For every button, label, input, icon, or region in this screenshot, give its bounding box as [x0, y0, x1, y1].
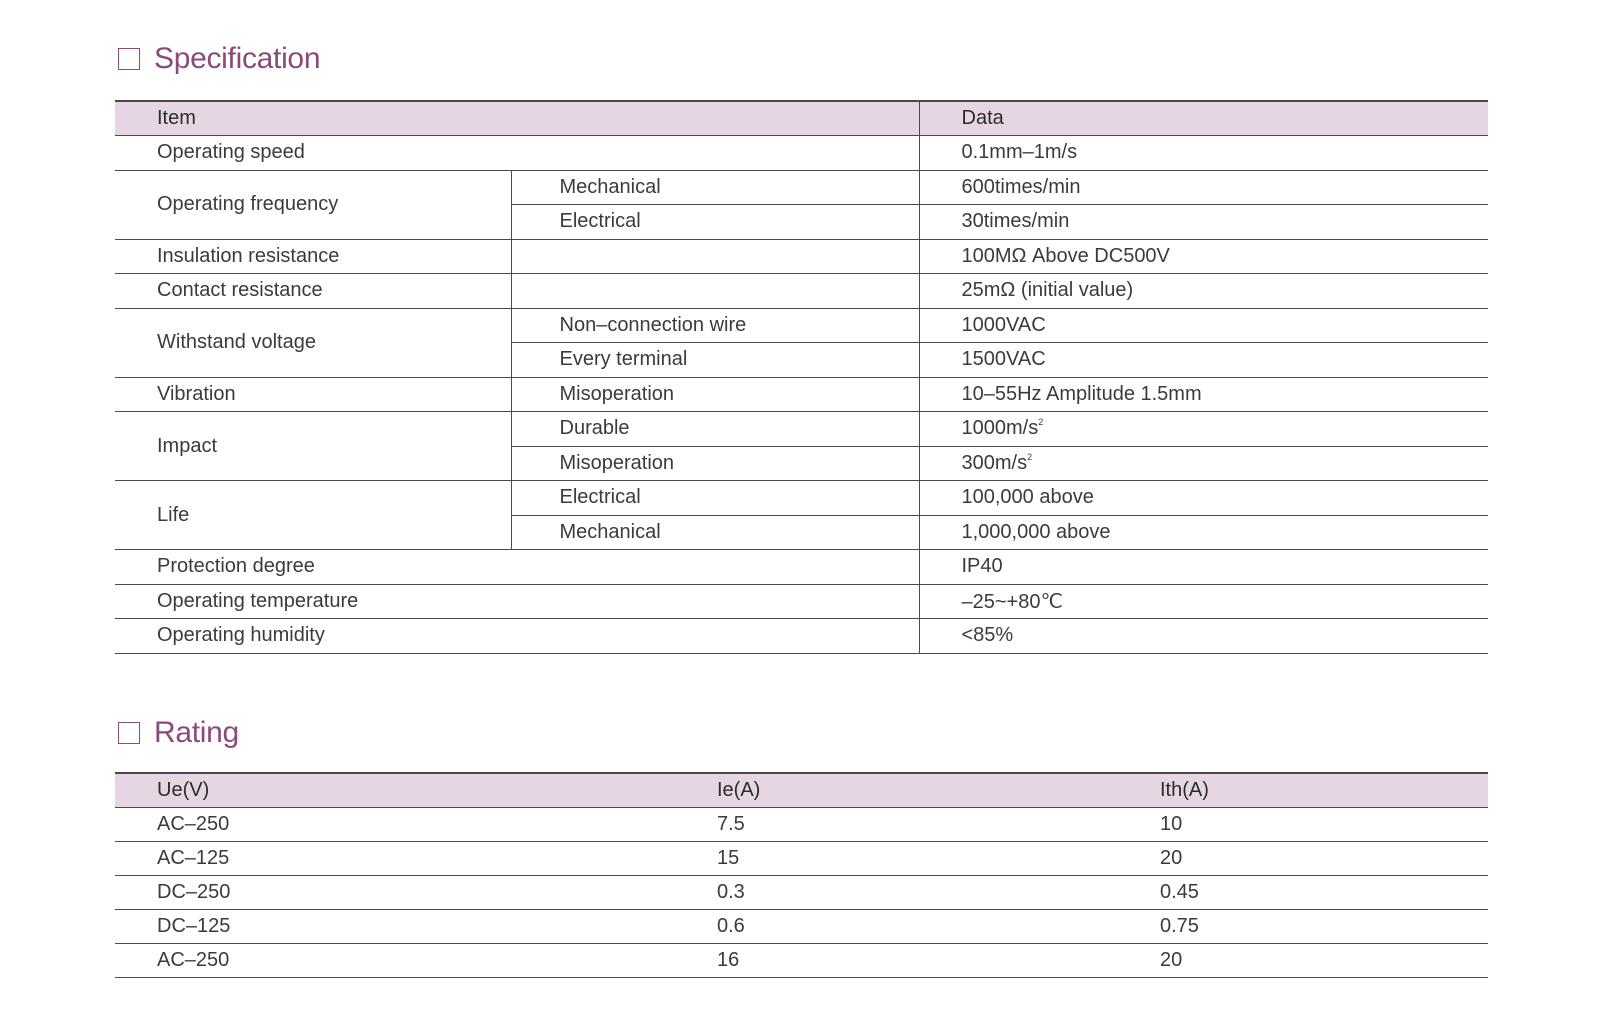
- ith-cell: 0.45: [1118, 875, 1488, 909]
- row-label: Operating speed: [115, 136, 919, 171]
- row-value: [919, 446, 1488, 481]
- ith-cell: 0.75: [1118, 909, 1488, 943]
- table-row: [115, 875, 1488, 909]
- ie-cell: 7.5: [675, 807, 1118, 841]
- header-data: Data: [919, 101, 1488, 136]
- table-header-row: [115, 773, 1488, 807]
- table-row: [115, 807, 1488, 841]
- row-sublabel: Non–connection wire: [511, 308, 919, 343]
- row-value: <85%: [919, 619, 1488, 654]
- table-row: [115, 274, 1488, 309]
- row-value: 100,000 above: [919, 481, 1488, 516]
- unit-superscript: 2: [1038, 417, 1044, 428]
- table-row: [115, 239, 1488, 274]
- table-row: [115, 619, 1488, 654]
- header-ith: Ith(A): [1118, 773, 1488, 807]
- square-checkbox-icon: [118, 48, 140, 70]
- table-header-row: [115, 101, 1488, 136]
- header-item: Item: [115, 101, 919, 136]
- row-label: Protection degree: [115, 550, 919, 585]
- table-row: [115, 412, 1488, 447]
- ue-cell: DC–250: [115, 875, 675, 909]
- table-row: [115, 584, 1488, 619]
- ie-cell: 0.6: [675, 909, 1118, 943]
- row-sublabel: Mechanical: [511, 170, 919, 205]
- specification-heading: [118, 42, 320, 76]
- table-row: [115, 136, 1488, 171]
- row-label: Withstand voltage: [115, 308, 511, 377]
- row-value: IP40: [919, 550, 1488, 585]
- ie-cell: 0.3: [675, 875, 1118, 909]
- row-value: 1000VAC: [919, 308, 1488, 343]
- row-value: 30times/min: [919, 205, 1488, 240]
- specification-table: [115, 100, 1488, 654]
- row-value: 0.1mm–1m/s: [919, 136, 1488, 171]
- header-ie: Ie(A): [675, 773, 1118, 807]
- row-sublabel: Electrical: [511, 481, 919, 516]
- row-sublabel: Misoperation: [511, 377, 919, 412]
- specification-title: Specification: [154, 42, 321, 75]
- row-label: Contact resistance: [115, 274, 511, 309]
- ith-cell: 20: [1118, 841, 1488, 875]
- row-value: 1,000,000 above: [919, 515, 1488, 550]
- row-label: Impact: [115, 412, 511, 481]
- row-value: [919, 412, 1488, 447]
- row-label: Insulation resistance: [115, 239, 511, 274]
- row-sublabel: Durable: [511, 412, 919, 447]
- rating-heading: [118, 716, 239, 750]
- ith-cell: 20: [1118, 943, 1488, 977]
- ie-cell: 16: [675, 943, 1118, 977]
- header-ue: Ue(V): [115, 773, 675, 807]
- rating-title: Rating: [154, 716, 239, 749]
- row-value: 25mΩ (initial value): [919, 274, 1488, 309]
- row-label: Vibration: [115, 377, 511, 412]
- ith-cell: 10: [1118, 807, 1488, 841]
- row-label: Operating frequency: [115, 170, 511, 239]
- table-row: [115, 308, 1488, 343]
- table-row: [115, 170, 1488, 205]
- row-value: 600times/min: [919, 170, 1488, 205]
- row-sublabel-empty: [511, 274, 919, 309]
- table-row: [115, 377, 1488, 412]
- row-sublabel: Electrical: [511, 205, 919, 240]
- row-value: 1500VAC: [919, 343, 1488, 378]
- value-text: 300m/s: [961, 451, 1028, 474]
- row-sublabel: Every terminal: [511, 343, 919, 378]
- row-label: Operating temperature: [115, 584, 919, 619]
- ue-cell: AC–250: [115, 807, 675, 841]
- row-value: –25~+80℃: [919, 584, 1488, 619]
- table-row: [115, 841, 1488, 875]
- table-row: [115, 943, 1488, 977]
- value-text: 1000m/s: [961, 417, 1039, 440]
- rating-table: [115, 772, 1488, 978]
- table-row: [115, 481, 1488, 516]
- unit-superscript: 2: [1027, 451, 1033, 462]
- ie-cell: 15: [675, 841, 1118, 875]
- row-label: Life: [115, 481, 511, 550]
- row-sublabel-empty: [511, 239, 919, 274]
- ue-cell: AC–125: [115, 841, 675, 875]
- row-sublabel: Misoperation: [511, 446, 919, 481]
- ue-cell: AC–250: [115, 943, 675, 977]
- table-row: [115, 550, 1488, 585]
- row-value: 100MΩ Above DC500V: [919, 239, 1488, 274]
- row-value: 10–55Hz Amplitude 1.5mm: [919, 377, 1488, 412]
- row-sublabel: Mechanical: [511, 515, 919, 550]
- ue-cell: DC–125: [115, 909, 675, 943]
- row-label: Operating humidity: [115, 619, 919, 654]
- square-checkbox-icon: [118, 722, 140, 744]
- table-row: [115, 909, 1488, 943]
